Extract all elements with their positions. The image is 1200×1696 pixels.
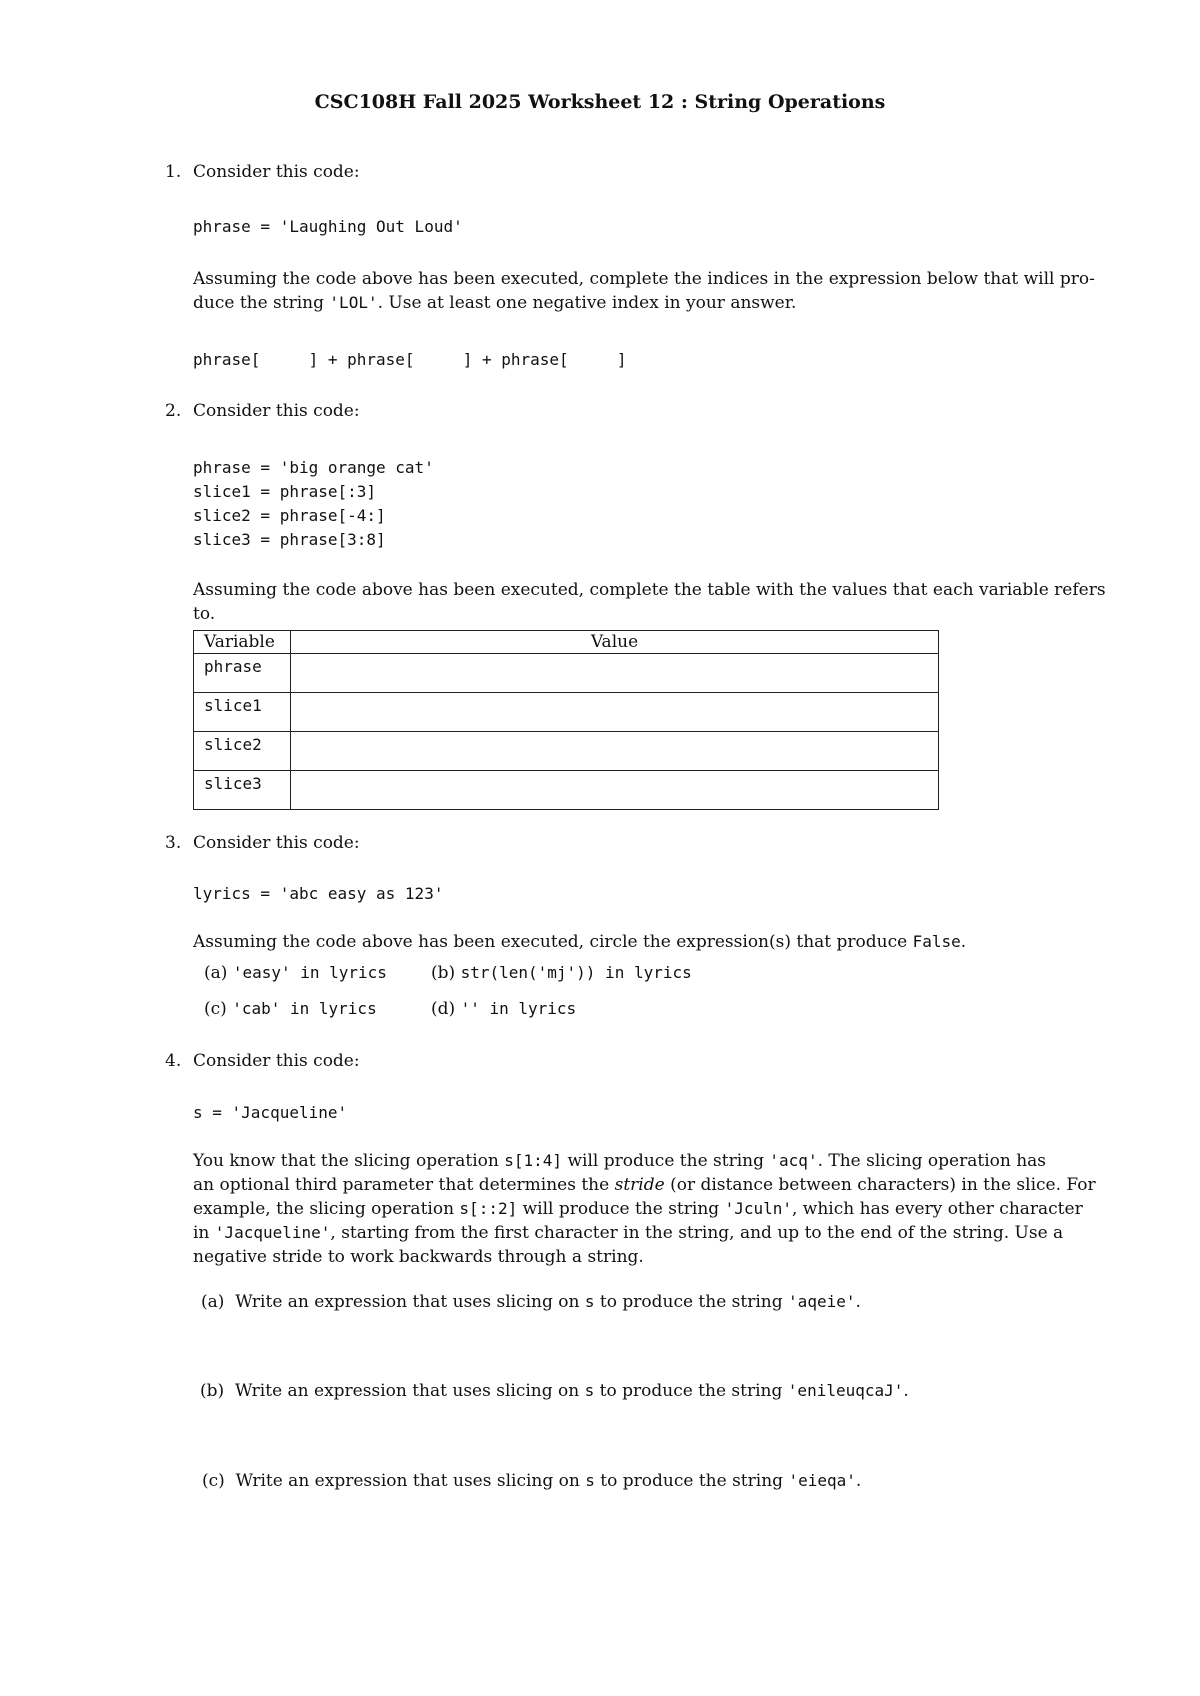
code-block: [193, 456, 434, 552]
prompt-line: duce the string 'LOL'. Use at least one negative index in your answer.: [193, 293, 797, 313]
table-header-row: [194, 631, 939, 654]
question-number: 2.: [165, 401, 182, 421]
table-cell-value[interactable]: [291, 654, 939, 693]
answer-option-a[interactable]: (a) 'easy' in lyrics: [204, 963, 387, 983]
table-cell-value[interactable]: [291, 693, 939, 732]
question-intro: Consider this code:: [193, 1051, 360, 1071]
prompt-line: in 'Jacqueline', starting from the first character in the string, and up to the end of the string. Use a: [193, 1223, 1064, 1243]
prompt-line: to.: [193, 604, 216, 624]
prompt-line: example, the slicing operation s[::2] will produce the string 'Jculn', which has every other character: [193, 1199, 1083, 1219]
page-title: CSC108H Fall 2025 Worksheet 12 : String Operations: [314, 91, 886, 113]
variable-value-table: [193, 630, 939, 810]
sub-question-a: (a) Write an expression that uses slicing on s to produce the string 'aqeie'.: [201, 1292, 861, 1312]
question-prompt: Assuming the code above has been executed, circle the expression(s) that produce False.: [193, 932, 967, 952]
table-row: [194, 654, 939, 693]
question-prompt: [193, 578, 1123, 626]
question-explanation: [193, 1149, 1123, 1269]
table-cell-variable: slice3: [194, 771, 291, 810]
table-cell-variable: phrase: [194, 654, 291, 693]
table-row: [194, 771, 939, 810]
prompt-line: negative stride to work backwards through a string.: [193, 1247, 644, 1267]
table-cell-value[interactable]: [291, 732, 939, 771]
prompt-line: an optional third parameter that determines the stride (or distance between characters) in the slice. For: [193, 1175, 1096, 1195]
table-header: Variable: [194, 631, 291, 654]
question-number: 3.: [165, 833, 182, 853]
sub-question-b: (b) Write an expression that uses slicing on s to produce the string 'enileuqcaJ'.: [200, 1381, 909, 1401]
code-line: phrase = 'big orange cat': [193, 458, 434, 477]
table-header: Value: [291, 631, 939, 654]
answer-option-c[interactable]: (c) 'cab' in lyrics: [204, 999, 377, 1019]
question-number: 1.: [165, 162, 182, 182]
question-number: 4.: [165, 1051, 182, 1071]
table-row: [194, 693, 939, 732]
table-cell-variable: slice1: [194, 693, 291, 732]
answer-option-b[interactable]: (b) str(len('mj')) in lyrics: [431, 963, 692, 983]
answer-option-d[interactable]: (d) '' in lyrics: [431, 999, 577, 1019]
table-cell-variable: slice2: [194, 732, 291, 771]
table-row: [194, 732, 939, 771]
question-intro: Consider this code:: [193, 401, 360, 421]
prompt-line: Assuming the code above has been executed, complete the table with the values that each variable refers: [193, 580, 1106, 600]
code-line: slice2 = phrase[-4:]: [193, 506, 386, 525]
question-intro: Consider this code:: [193, 833, 360, 853]
code-line: slice3 = phrase[3:8]: [193, 530, 386, 549]
question-prompt: [193, 267, 1123, 315]
prompt-line: You know that the slicing operation s[1:4] will produce the string 'acq'. The slicing operation has: [193, 1151, 1047, 1171]
code-line: phrase = 'Laughing Out Loud': [193, 217, 463, 236]
code-line: s = 'Jacqueline': [193, 1103, 348, 1122]
prompt-line: Assuming the code above has been executed, complete the indices in the expression below that will pro-: [193, 269, 1095, 289]
code-line: slice1 = phrase[:3]: [193, 482, 377, 501]
code-line: lyrics = 'abc easy as 123': [193, 884, 444, 903]
sub-question-c: (c) Write an expression that uses slicing on s to produce the string 'eieqa'.: [202, 1471, 862, 1491]
fill-in-expression[interactable]: phrase[ ] + phrase[ ] + phrase[ ]: [193, 350, 627, 369]
question-intro: Consider this code:: [193, 162, 360, 182]
table-cell-value[interactable]: [291, 771, 939, 810]
